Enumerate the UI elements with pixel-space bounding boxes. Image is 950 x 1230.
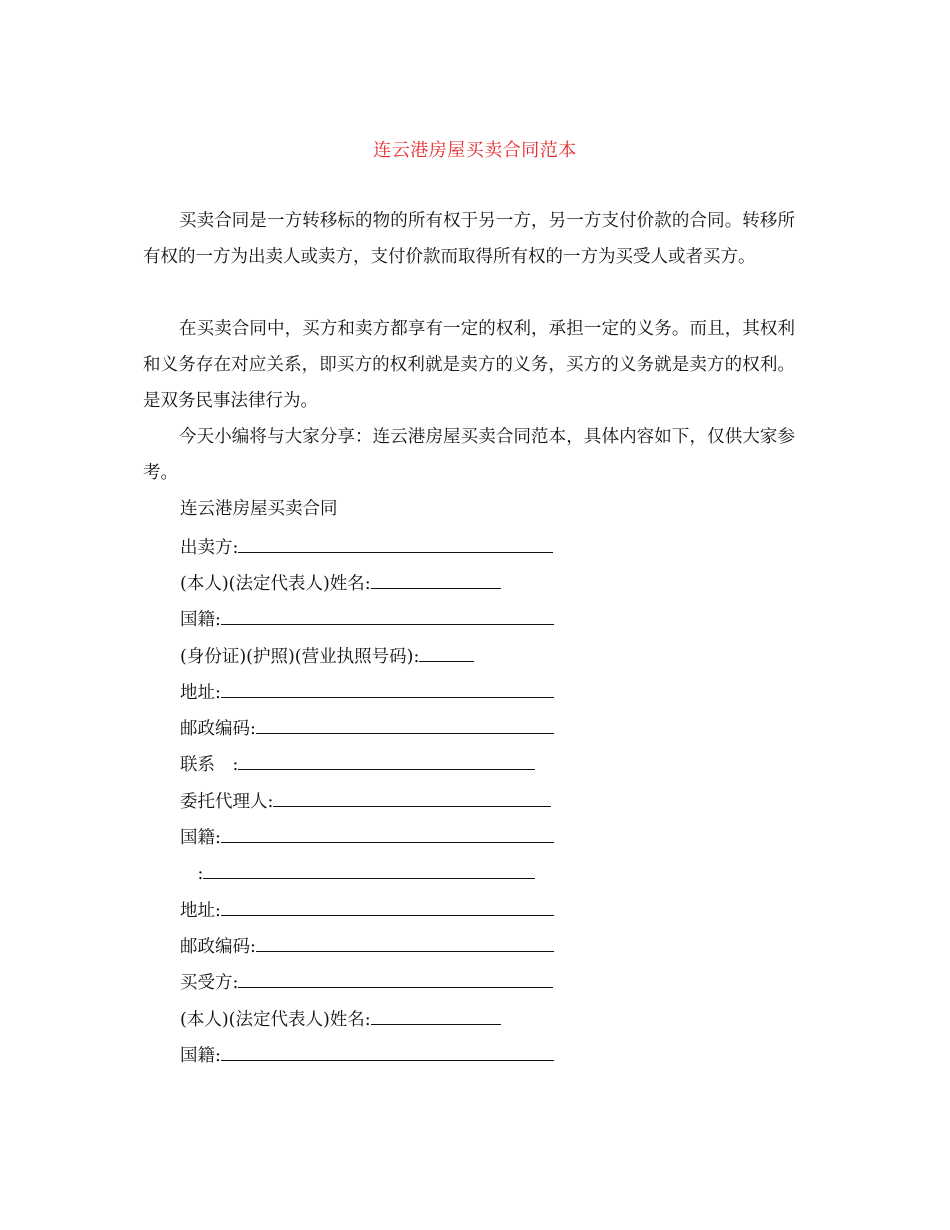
intro-paragraph-2: 在买卖合同中，买方和卖方都享有一定的权利，承担一定的义务。而且，其权利和义务存在对应关系，即买方的权利就是卖方的义务，买方的义务就是卖方的权利。是双务民事法律行为。 (143, 319, 795, 411)
field-label: 邮政编码: (180, 937, 256, 957)
field-label: 地址: (180, 683, 221, 703)
field-seller-agent (180, 789, 551, 813)
fill-blank (221, 1043, 554, 1061)
field-agent-postcode (180, 934, 554, 958)
field-label: 国籍: (180, 1046, 221, 1066)
field-label: : (180, 864, 204, 884)
fill-blank (256, 716, 554, 734)
fill-blank (273, 789, 551, 807)
field-agent-address (180, 898, 554, 922)
fill-blank (256, 934, 554, 952)
field-label: 买受方: (180, 973, 239, 993)
fill-blank (221, 825, 554, 843)
field-label: 国籍: (180, 610, 221, 630)
field-label: (身份证)(护照)(营业执照号码): (180, 647, 420, 667)
fill-blank (221, 898, 554, 916)
intro-paragraph-3: 今天小编将与大家分享：连云港房屋买卖合同范本，具体内容如下，仅供大家参考。 (143, 427, 795, 483)
field-label: 委托代理人: (180, 792, 274, 812)
field-seller (180, 535, 553, 559)
field-label: (本人)(法定代表人)姓名: (180, 1010, 371, 1030)
field-label: 联系 : (180, 755, 239, 775)
field-buyer-name (180, 1007, 501, 1031)
contract-heading: 连云港房屋买卖合同 (180, 499, 338, 519)
field-buyer-nationality (180, 1043, 554, 1067)
field-seller-contact (180, 752, 535, 776)
field-label: 地址: (180, 901, 221, 921)
field-label: (本人)(法定代表人)姓名: (180, 574, 371, 594)
fill-blank (238, 970, 553, 988)
fill-blank (371, 571, 501, 589)
fill-blank (238, 752, 535, 770)
field-label: 邮政编码: (180, 719, 256, 739)
fill-blank (203, 861, 535, 879)
fill-blank (238, 535, 553, 553)
field-buyer (180, 970, 553, 994)
fill-blank (221, 680, 554, 698)
intro-paragraph-1: 买卖合同是一方转移标的物的所有权于另一方，另一方支付价款的合同。转移所有权的一方为出卖人或卖方，支付价款而取得所有权的一方为买受人或者买方。 (143, 211, 795, 267)
field-label: 出卖方: (180, 538, 239, 558)
fill-blank (419, 644, 474, 662)
field-seller-name (180, 571, 501, 595)
field-label: 国籍: (180, 828, 221, 848)
field-seller-nationality (180, 607, 554, 631)
field-seller-id (180, 644, 474, 668)
field-agent-nationality (180, 825, 554, 849)
field-seller-address (180, 680, 554, 704)
document-title: 连云港房屋买卖合同范本 (373, 140, 577, 161)
field-agent-contact (180, 861, 535, 885)
fill-blank (221, 607, 554, 625)
field-seller-postcode (180, 716, 554, 740)
fill-blank (371, 1007, 501, 1025)
